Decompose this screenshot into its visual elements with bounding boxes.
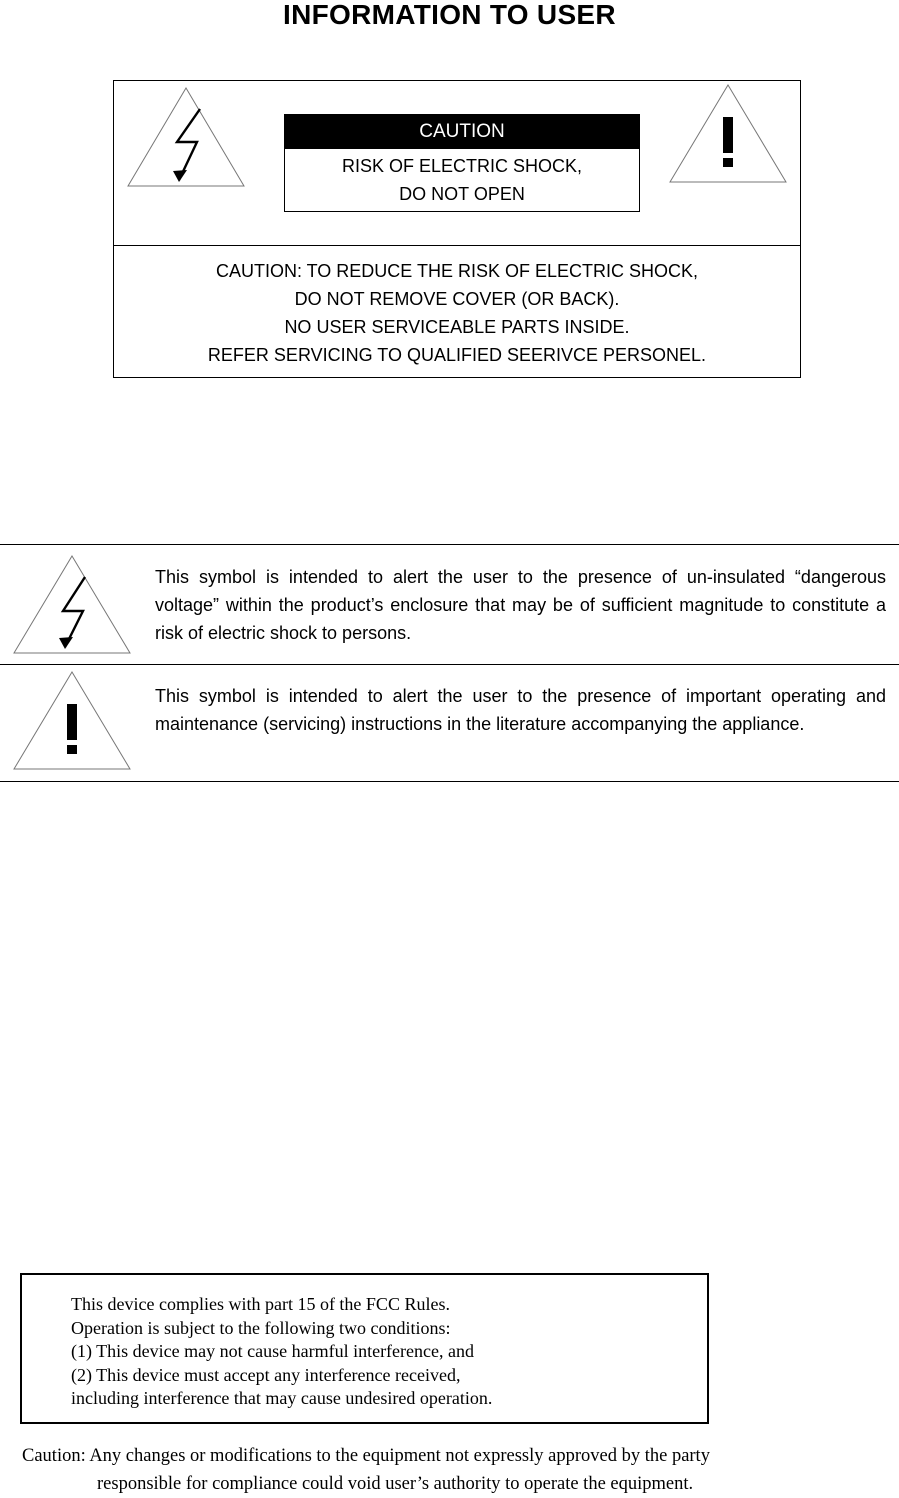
caution-text-line: NO USER SERVICEABLE PARTS INSIDE.	[284, 317, 630, 337]
lightning-bolt-triangle-icon	[127, 87, 245, 187]
exclamation-triangle-icon	[669, 84, 787, 184]
caution-label-line: DO NOT OPEN	[399, 184, 525, 204]
caution-label-header: CAUTION	[285, 115, 639, 149]
caution-text-line: DO NOT REMOVE COVER (OR BACK).	[294, 289, 620, 309]
caution-text-line: CAUTION: TO REDUCE THE RISK OF ELECTRIC SHOCK,	[215, 261, 699, 281]
fcc-line: (1) This device may not cause harmful interference, and	[71, 1341, 474, 1361]
page-title: INFORMATION TO USER	[283, 0, 616, 30]
fcc-line: (2) This device must accept any interference received,	[71, 1364, 461, 1385]
symbol-description: This symbol is intended to alert the user to the presence of un-insulated “dangerous voltage” within the product’s enclosure that may be of sufficient magnitude to constitute a risk of electric shock to persons.	[155, 567, 886, 643]
fcc-caution-line: responsible for compliance could void user’s authority to operate the equipment.	[97, 1474, 694, 1494]
fcc-line: Operation is subject to the following two conditions:	[71, 1317, 451, 1338]
fcc-caution-line: Caution: Any changes or modifications to the equipment not expressly approved by the party	[22, 1446, 710, 1466]
caution-text-line: REFER SERVICING TO QUALIFIED SEERIVCE PERSONEL.	[207, 345, 707, 365]
divider	[0, 544, 899, 545]
fcc-line: including interference that may cause undesired operation.	[71, 1388, 493, 1408]
divider	[0, 781, 899, 782]
fcc-line: This device complies with part 15 of the FCC Rules.	[71, 1294, 450, 1314]
fcc-caution-note	[22, 1442, 882, 1498]
divider	[114, 245, 800, 246]
lightning-bolt-triangle-icon	[13, 555, 131, 655]
caution-box	[113, 80, 801, 378]
divider	[0, 664, 899, 665]
symbol-description: This symbol is intended to alert the user to the presence of important operating and maintenance (servicing) instructions in the literature accompanying the appliance.	[155, 686, 886, 734]
fcc-compliance-box	[20, 1273, 709, 1424]
caution-label	[284, 114, 640, 212]
caution-label-line: RISK OF ELECTRIC SHOCK,	[341, 156, 583, 176]
exclamation-triangle-icon	[13, 671, 131, 771]
caution-text	[114, 257, 800, 369]
